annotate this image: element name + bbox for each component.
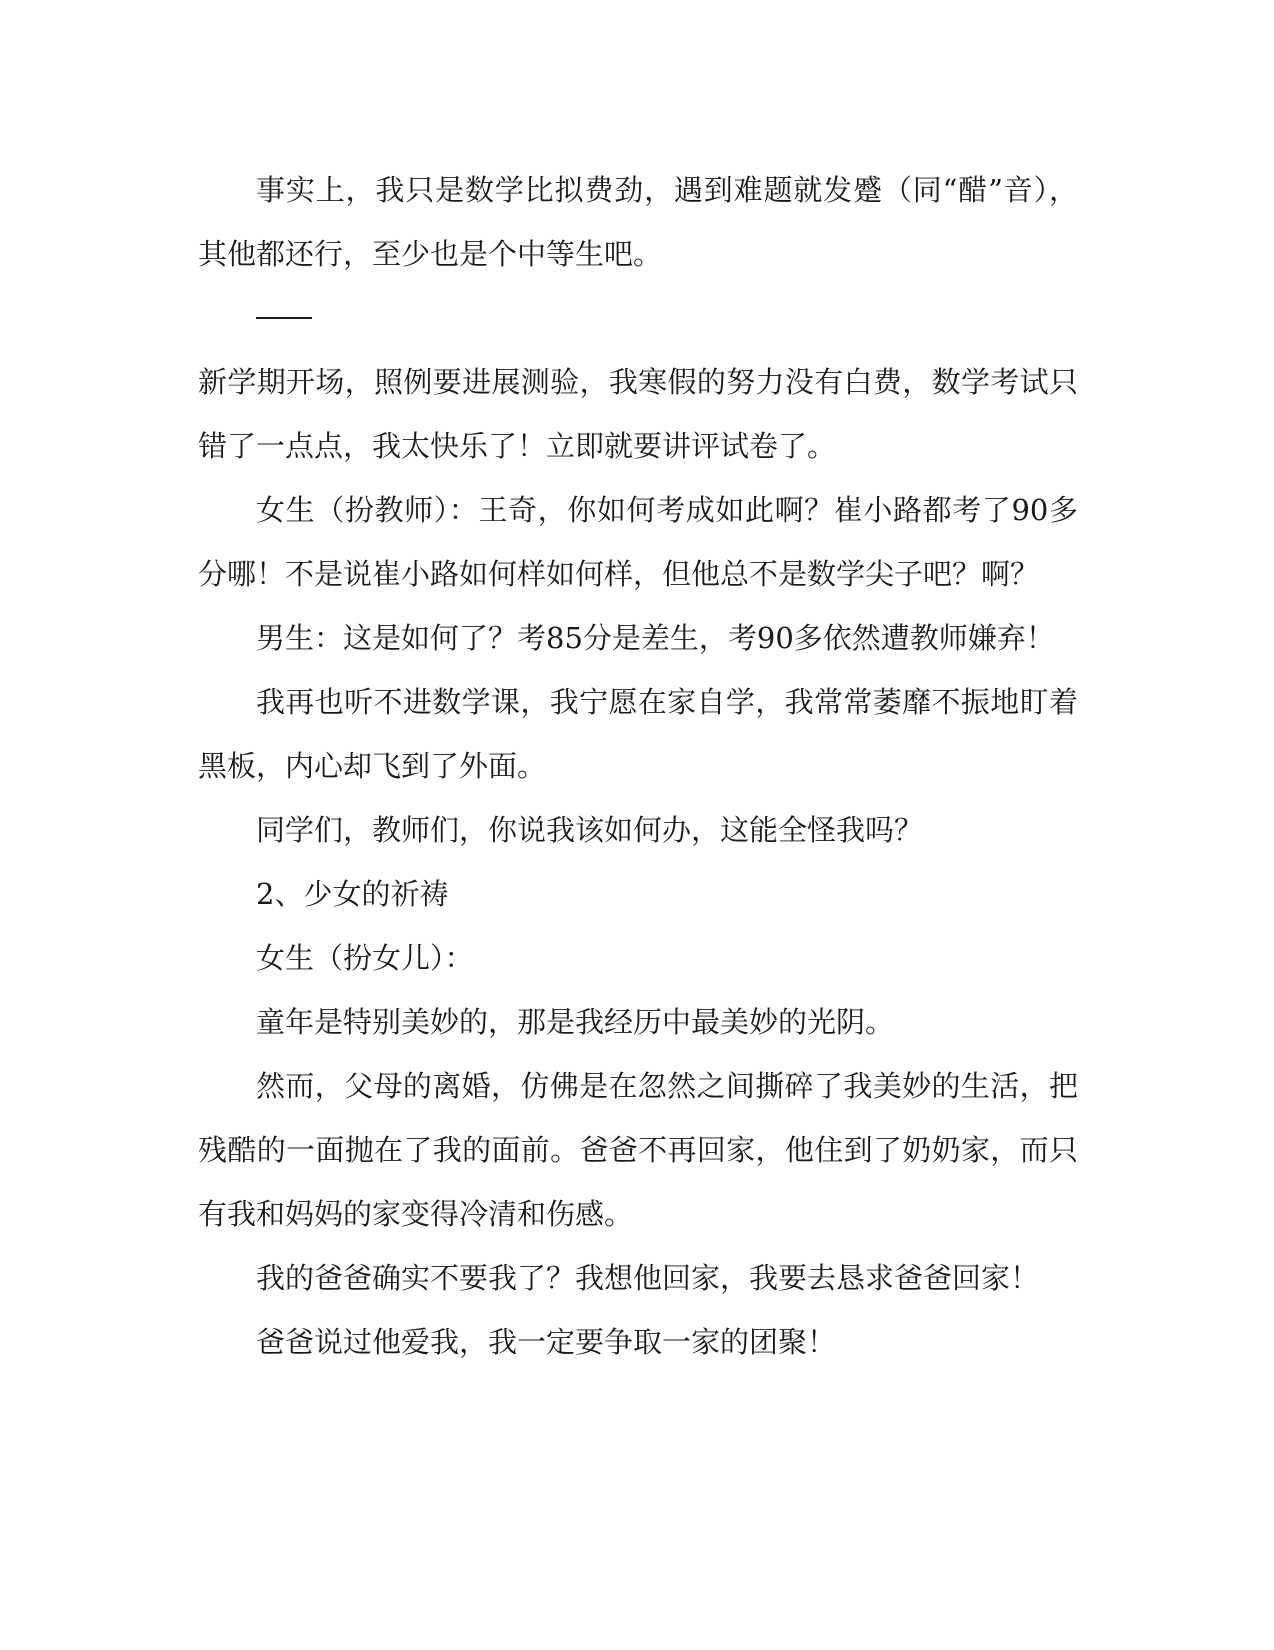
paragraph-father-question: 我的爸爸确实不要我了？我想他回家，我要去恳求爸爸回家！	[256, 1261, 1040, 1295]
paragraph-divorce: 然而，父母的离婚，仿佛是在忽然之间撕碎了我美妙的生活，把残酷的一面抛在了我的面前。爸爸不再回家，他住到了奶奶家，而只有我和妈妈的家变得冷清和伤感。	[198, 1069, 1078, 1231]
document-body	[198, 158, 1078, 1374]
paragraph-math-difficulty: 事实上，我只是数学比拟费劲，遇到难题就发蹙（同“醋”音），其他都还行，至少也是个中等生吧。	[198, 173, 1078, 271]
dash-separator	[198, 286, 1078, 350]
section-heading-prayer: 2、少女的祈祷	[256, 877, 449, 911]
paragraph-childhood: 童年是特别美妙的，那是我经历中最美妙的光阴。	[256, 1005, 895, 1039]
paragraph-question: 同学们，教师们，你说我该如何办，这能全怪我吗？	[256, 813, 924, 847]
paragraph-boy-line: 男生：这是如何了？考85分是差生，考90多依然遭教师嫌弃！	[256, 621, 1055, 655]
dash-mark	[256, 317, 312, 319]
paragraph-reunion: 爸爸说过他爱我，我一定要争取一家的团聚！	[256, 1325, 837, 1359]
paragraph-new-semester: 新学期开场，照例要进展测验，我寒假的努力没有白费，数学考试只错了一点点，我太快乐了！立即就要讲评试卷了。	[198, 365, 1078, 463]
paragraph-teacher-line: 女生（扮教师）：王奇，你如何考成如此啊？崔小路都考了90多分哪！不是说崔小路如何样如何样，但他总不是数学尖子吧？啊？	[198, 493, 1078, 591]
paragraph-girl-role: 女生（扮女儿）：	[256, 941, 474, 975]
paragraph-no-listening: 我再也听不进数学课，我宁愿在家自学，我常常萎靡不振地盯着黑板，内心却飞到了外面。	[198, 685, 1078, 783]
